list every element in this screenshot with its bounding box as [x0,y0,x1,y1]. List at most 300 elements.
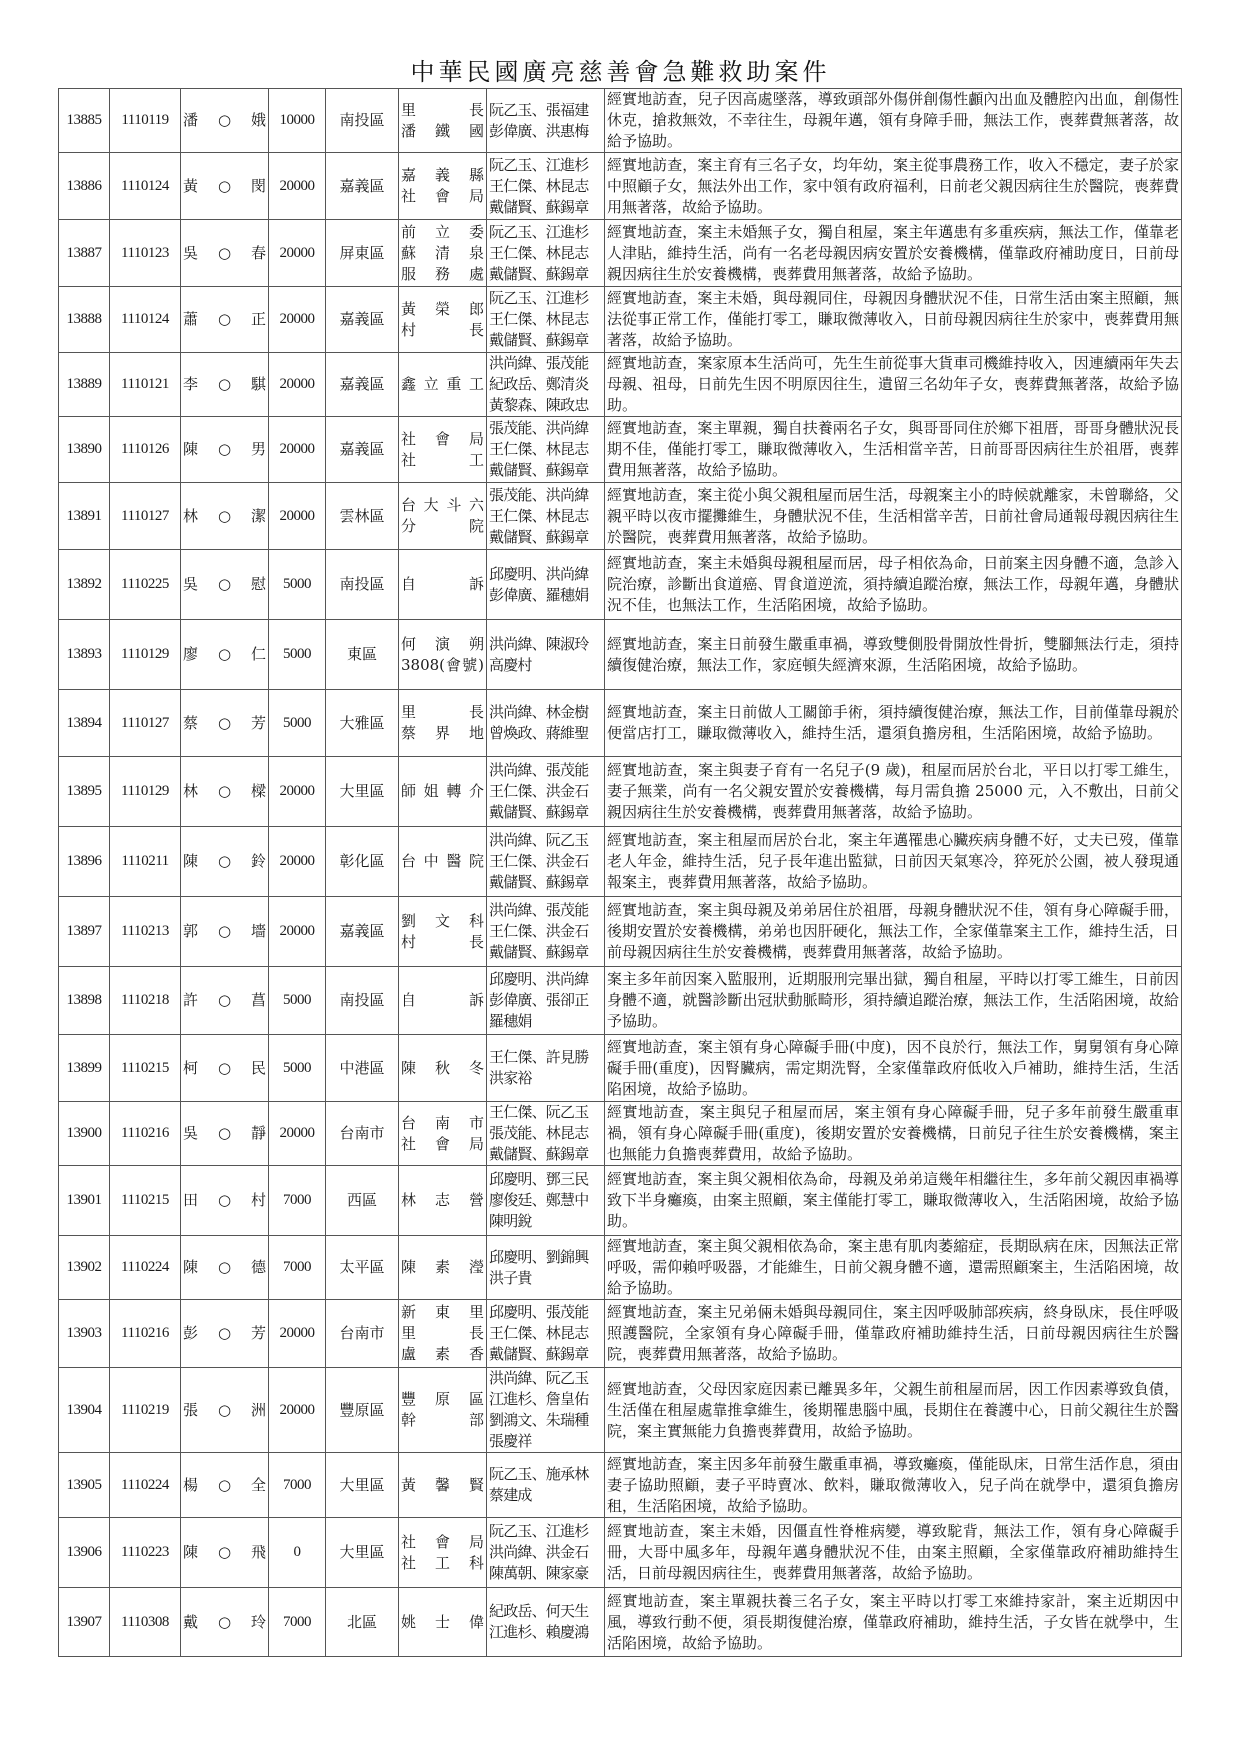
referral-cell [399,1035,487,1102]
name-char: 全 [250,1475,266,1494]
recipient-name-cell [181,353,269,417]
referral-cell [399,1453,487,1518]
amount: 20000 [279,177,315,194]
region: 台南市 [339,1124,385,1142]
case-date: 1110215 [121,1059,169,1076]
referral-line: 里 長 [401,703,484,721]
recipient-name [183,1190,266,1211]
amount: 7000 [283,1192,311,1208]
referral-line: 自 訴 [401,575,484,593]
recipient-name [183,309,266,330]
visitor-line: 洪尚緯、張茂能 [489,761,589,779]
visitor-line: 蔡建成 [489,1486,532,1504]
amount-cell [269,1236,326,1300]
table-row [59,897,1182,967]
name-char: ○ [217,1058,232,1077]
description-cell [605,1588,1182,1657]
name-char: 春 [250,243,266,262]
name-char: ○ [217,575,232,593]
table-row [59,417,1182,483]
referral-cell [399,1518,487,1588]
case-date-cell [110,827,181,897]
visitor-line: 王仁傑、林昆志 [489,440,589,458]
region: 中港區 [339,1058,385,1077]
visitor-line: 戴儲賢、蘇錫章 [489,264,589,283]
amount: 20000 [279,1401,315,1418]
region: 大里區 [339,782,385,800]
visitor-line: 王仁傑、洪金石 [489,782,589,800]
referral-line: 盧 素 香 [401,1345,484,1363]
region-cell [326,1166,399,1236]
referral-line: 姚 士 偉 [401,1612,484,1631]
description-cell [605,550,1182,620]
referral-cell [399,1102,487,1166]
referral-line: 台 南 市 [401,1113,484,1132]
name-char: ○ [217,1191,232,1209]
recipient-name [183,574,266,595]
case-date-cell [110,153,181,220]
visitors-cell [487,1300,605,1368]
case-date: 1110126 [121,441,169,457]
referral-line: 林 志 營 [401,1191,484,1209]
visitor-line: 阮乙玉、張福建 [489,100,589,119]
case-description: 經實地訪查，案主與妻子育有一名兒子(9 歲)，租屋而居於台北，平日以打零工維生，妻子無業，尚有一名父親安置於安養機構，每月需負擔 25000 元，入不敷出，日前父親因病往生於安養機構，喪葬費用無著落，故給予協助。 [607,761,1179,821]
visitors-cell [487,417,605,483]
name-char: 男 [250,440,266,458]
region: 南投區 [339,991,385,1009]
name-char: ○ [217,1475,232,1494]
referral-cell [399,1166,487,1236]
case-date: 1110119 [121,112,169,128]
referral-cell [399,757,487,827]
recipient-name-cell [181,287,269,353]
visitor-line: 黃黎森、陳政忠 [489,396,589,414]
region-cell [326,1453,399,1518]
recipient-name-cell [181,483,269,550]
table-row [59,967,1182,1035]
recipient-name [183,921,266,942]
recipient-name [183,110,266,131]
visitors-cell [487,353,605,417]
referral-line: 豐 原 區 [401,1390,484,1408]
case-number-cell [59,967,110,1035]
recipient-name-cell [181,1518,269,1588]
region: 彰化區 [339,852,385,870]
referral-line: 村 長 [401,932,484,951]
recipient-name [183,1323,266,1344]
amount: 20000 [279,441,315,457]
region-cell [326,220,399,287]
recipient-name-cell [181,550,269,620]
amount: 20000 [279,1325,315,1341]
visitors-cell [487,827,605,897]
table-row [59,620,1182,690]
referral-line: 服 務 處 [401,264,484,283]
description-cell [605,483,1182,550]
visitor-line: 王仁傑、林昆志 [489,243,589,262]
table-row [59,757,1182,827]
amount-cell [269,1102,326,1166]
referral-line: 前 立 委 [401,222,484,241]
amount: 20000 [279,244,315,261]
region-cell [326,897,399,967]
recipient-name-cell [181,1453,269,1518]
referral-line: 台大斗六 [401,496,484,514]
amount: 20000 [279,311,315,327]
name-char: ○ [217,176,232,195]
region-cell [326,1518,399,1588]
case-number-cell [59,550,110,620]
recipient-name [183,1123,266,1144]
name-char: 德 [250,1258,266,1276]
name-char: ○ [217,1258,232,1276]
recipient-name-cell [181,690,269,757]
referral-cell [399,1588,487,1657]
description-cell [605,153,1182,220]
case-number: 13893 [66,646,102,662]
table-row [59,550,1182,620]
case-date-cell [110,620,181,690]
visitor-line: 邱慶明、洪尚緯 [489,564,589,583]
visitor-line: 王仁傑、林昆志 [489,176,589,195]
amount: 5000 [283,714,311,731]
name-char: 張 [183,1400,199,1419]
name-char: 李 [183,375,199,393]
recipient-name-cell [181,1368,269,1453]
region: 嘉義區 [339,922,385,940]
case-description: 經實地訪查，案主單親，獨自扶養兩名子女，與哥哥同住於鄉下祖厝，哥哥身體狀況長期不佳，僅能打零工，賺取微薄收入，生活相當辛苦，日前哥哥因病往生於祖厝，喪葬費用無著落，故給予協助。 [607,419,1179,479]
case-number-cell [59,1588,110,1657]
name-char: 潘 [183,111,199,129]
case-description: 經實地訪查，案主未婚，因僵直性脊椎病變，導致駝背，無法工作，領有身心障礙手冊，大哥中風多年，母親年邁身體狀況不佳，由案主照顧，全家僅靠政府補助維持生活，日前母親因病往生，喪葬費用無著落，故給予協助。 [607,1522,1179,1582]
region-cell [326,153,399,220]
case-description: 經實地訪查，案主育有三名子女，均年幼，案主從事農務工作，收入不穩定，妻子於家中照顧子女，無法外出工作，家中領有政府福利，日前老父親因病往生於醫院，喪葬費用無著落，故給予協助。 [607,155,1179,216]
case-description: 經實地訪查，案主與父親相依為命，案主患有肌肉萎縮症，長期臥病在床，因無法正常呼吸，需仰賴呼吸器，才能維生，日前父親身體不適，還需照顧案主，生活陷困境，故給予協助。 [607,1237,1179,1297]
visitors-cell [487,967,605,1035]
amount-cell [269,550,326,620]
recipient-name [183,176,266,197]
case-number: 13888 [66,311,102,327]
region: 屏東區 [339,243,385,262]
amount-cell [269,353,326,417]
visitor-line: 張茂能、洪尚緯 [489,485,589,504]
amount-cell [269,1518,326,1588]
region-cell [326,827,399,897]
case-number-cell [59,1166,110,1236]
amount-cell [269,153,326,220]
case-number-cell [59,153,110,220]
case-date-cell [110,1035,181,1102]
referral-line: 潘 鐵 國 [401,121,484,140]
visitors-cell [487,1453,605,1518]
case-number: 13900 [66,1125,102,1141]
visitor-line: 阮乙玉、江進杉 [489,1522,589,1540]
recipient-name [183,1400,266,1421]
referral-line: 社 會 局 [401,429,484,448]
description-cell [605,89,1182,153]
region: 嘉義區 [339,440,385,458]
case-description: 經實地訪查，案主與母親及弟弟居住於祖厝，母親身體狀況不佳，領有身心障礙手冊，後期安置於安養機構，弟弟也因肝硬化，無法工作，全家僅靠案主工作，維持生活，日前母親因病往生於安養機構，喪葬費用無著落，故給予協助。 [607,901,1179,961]
case-date-cell [110,967,181,1035]
visitor-line: 戴儲賢、蘇錫章 [489,943,589,961]
visitor-line: 洪尚緯、洪金石 [489,1543,589,1561]
name-char: ○ [217,1124,232,1142]
recipient-name-cell [181,1035,269,1102]
visitors-cell [487,287,605,353]
visitor-line: 江進杉、詹皇佑 [489,1390,589,1408]
region-cell [326,967,399,1035]
visitor-line: 紀政岳、鄭清炎 [489,375,589,393]
case-number: 13896 [66,853,102,869]
case-number: 13899 [66,1059,102,1076]
region: 南投區 [339,575,385,593]
visitor-line: 王仁傑、阮乙玉 [489,1103,589,1121]
case-number: 13898 [66,992,102,1008]
region: 大里區 [339,1543,385,1561]
visitor-line: 陳萬朝、陳家豪 [489,1564,589,1582]
description-cell [605,690,1182,757]
name-char: 林 [183,782,199,800]
visitors-cell [487,550,605,620]
case-number: 13901 [66,1192,102,1208]
case-number: 13907 [66,1613,102,1630]
amount-cell [269,483,326,550]
table-row [59,220,1182,287]
description-cell [605,1300,1182,1368]
visitor-line: 戴儲賢、蘇錫章 [489,803,589,821]
visitor-line: 彭偉廣、張卻正 [489,991,589,1009]
case-date: 1110124 [121,311,169,327]
case-number-cell [59,1518,110,1588]
referral-cell [399,287,487,353]
region-cell [326,353,399,417]
case-description: 經實地訪查，案主日前做人工關節手術，須持續復健治療，無法工作，目前僅靠母親於便當店打工，賺取微薄收入，維持生活，還須負擔房租，生活陷困境，故給予協助。 [607,703,1179,742]
table-row [59,1035,1182,1102]
table-row [59,1166,1182,1236]
visitor-line: 洪尚緯、張茂能 [489,901,589,919]
table-row [59,1102,1182,1166]
referral-cell [399,967,487,1035]
name-char: 村 [250,1191,266,1209]
name-char: 田 [183,1191,199,1209]
visitor-line: 洪尚緯、阮乙玉 [489,1369,589,1387]
case-description: 經實地訪查，案主因多年前發生嚴重車禍，導致癱瘓，僅能臥床，日常生活作息，須由妻子協助照顧，妻子平時賣冰、飲料，賺取微薄收入，兒子尚在就學中，還須負擔房租，生活陷困境，故給予協助。 [607,1454,1179,1515]
name-char: ○ [217,310,232,328]
description-cell [605,220,1182,287]
visitor-line: 邱慶明、洪尚緯 [489,970,589,988]
name-char: ○ [217,852,232,870]
description-cell [605,1035,1182,1102]
amount: 7000 [283,1476,311,1493]
region: 大雅區 [339,713,385,732]
amount: 20000 [279,1125,315,1141]
visitor-line: 戴儲賢、蘇錫章 [489,1145,589,1163]
referral-line: 蘇 清 泉 [401,243,484,262]
referral-line: 社 會 局 [401,1532,484,1551]
visitor-line: 戴儲賢、蘇錫章 [489,873,589,891]
description-cell [605,967,1182,1035]
table-row [59,690,1182,757]
region-cell [326,483,399,550]
case-number-cell [59,1368,110,1453]
amount-cell [269,690,326,757]
visitor-line: 江進杉、賴慶鴻 [489,1623,589,1641]
visitors-cell [487,1236,605,1300]
case-date: 1110218 [121,992,169,1008]
name-char: 戴 [183,1612,199,1631]
case-number-cell [59,417,110,483]
case-number: 13890 [66,441,102,457]
region-cell [326,550,399,620]
visitors-cell [487,690,605,757]
case-number: 13891 [66,507,102,524]
visitor-line: 洪尚緯、阮乙玉 [489,831,589,849]
visitor-line: 彭偉廣、洪惠梅 [489,121,589,140]
case-number-cell [59,757,110,827]
case-number: 13886 [66,177,102,194]
description-cell [605,620,1182,690]
name-char: 鈴 [250,852,266,870]
recipient-name [183,1542,266,1563]
case-date-cell [110,287,181,353]
amount: 7000 [283,1613,311,1630]
case-date-cell [110,1453,181,1518]
name-char: 正 [250,310,266,328]
visitors-cell [487,1166,605,1236]
visitor-line: 王仁傑、林昆志 [489,1324,589,1342]
case-description: 案主多年前因案入監服刑，近期服刑完畢出獄，獨自租屋，平時以打零工維生，日前因身體不適，就醫診斷出冠狀動脈畸形，須持續追蹤治療，無法工作，生活陷困境，故給予協助。 [607,970,1179,1030]
table-row [59,1368,1182,1453]
region-cell [326,1035,399,1102]
visitor-line: 邱慶明、鄧三民 [489,1170,589,1188]
case-date-cell [110,757,181,827]
name-char: ○ [217,1543,232,1561]
case-date-cell [110,89,181,153]
case-description: 經實地訪查，案主日前發生嚴重車禍，導致雙側股骨開放性骨折，雙腳無法行走，須持續復健治療，無法工作，家庭頓失經濟來源，生活陷困境，故給予協助。 [607,634,1179,674]
table-row [59,287,1182,353]
recipient-name [183,243,266,264]
name-char: 閔 [250,176,266,195]
visitor-line: 王仁傑、林昆志 [489,310,589,328]
case-number-cell [59,1035,110,1102]
region-cell [326,1102,399,1166]
case-description: 經實地訪查，案主從小與父親租屋而居生活，母親案主小的時候就離家，未曾聯絡，父親平時以夜市擺攤維生，身體狀況不佳，生活相當辛苦，日前社會局通報母親因病往生於醫院，喪葬費用無著落，故給予協助。 [607,485,1179,546]
amount: 7000 [283,1259,311,1275]
visitor-line: 張茂能、林昆志 [489,1124,589,1142]
name-char: 芳 [250,713,266,732]
name-char: ○ [217,645,232,663]
case-date: 1110127 [121,507,169,524]
description-cell [605,1236,1182,1300]
recipient-name-cell [181,1300,269,1368]
name-char: 芳 [250,1324,266,1342]
case-description: 經實地訪查，案主單親扶養三名子女，案主平時以打零工來維持家計，案主近期因中風，導致行動不便，須長期復健治療，僅靠政府補助，維持生活，子女皆在就學中，生活陷困境，故給予協助。 [607,1591,1179,1652]
referral-cell [399,220,487,287]
case-date-cell [110,1236,181,1300]
region-cell [326,1236,399,1300]
amount-cell [269,827,326,897]
referral-line: 何 演 朔 [401,634,484,653]
description-cell [605,897,1182,967]
case-number-cell [59,287,110,353]
referral-line: 陳 秋 冬 [401,1058,484,1077]
case-date-cell [110,1368,181,1453]
name-char: ○ [217,1400,232,1419]
name-char: ○ [217,922,232,940]
visitors-cell [487,620,605,690]
name-char: 洲 [250,1400,266,1419]
region-cell [326,1588,399,1657]
visitor-line: 洪家裕 [489,1069,532,1087]
case-number-cell [59,620,110,690]
case-number: 13885 [66,112,102,128]
referral-cell [399,897,487,967]
case-description: 經實地訪查，案主與兒子租屋而居，案主領有身心障礙手冊，兒子多年前發生嚴重車禍，領有身心障礙手冊(重度)，後期安置於安養機構，日前兒子往生於安養機構，案主也無能力負擔喪葬費用，故給予協助。 [607,1103,1179,1163]
recipient-name-cell [181,897,269,967]
case-number: 13887 [66,244,102,261]
case-number-cell [59,827,110,897]
visitor-line: 陳明銳 [489,1212,532,1230]
recipient-name-cell [181,620,269,690]
case-number: 13894 [66,714,102,731]
amount: 0 [293,1544,301,1560]
case-number-cell [59,897,110,967]
amount-cell [269,287,326,353]
case-date: 1110123 [121,244,169,261]
case-date-cell [110,483,181,550]
case-date-cell [110,353,181,417]
amount: 20000 [279,853,315,869]
name-char: ○ [217,1612,232,1631]
visitor-line: 戴儲賢、蘇錫章 [489,527,589,546]
amount-cell [269,967,326,1035]
name-char: 郭 [183,922,199,940]
amount-cell [269,1166,326,1236]
name-char: 蕭 [183,310,199,328]
table-row [59,827,1182,897]
case-date-cell [110,1166,181,1236]
case-date: 1110121 [121,376,169,392]
name-char: 騏 [250,375,266,393]
amount-cell [269,1300,326,1368]
visitor-line: 廖俊廷、鄭慧中 [489,1191,589,1209]
region: 東區 [346,645,377,663]
case-description: 經實地訪查，案主未婚與母親租屋而居，母子相依為命，日前案主因身體不適，急診入院治療，診斷出食道癌、胃食道逆流，須持續追蹤治療，無法工作，母親年邁，身體狀況不佳，也無法工作，生活陷困境，故給予協助。 [607,554,1179,614]
table-row [59,1453,1182,1518]
visitor-line: 阮乙玉、江進杉 [489,155,589,174]
referral-cell [399,417,487,483]
name-char: 廖 [183,645,199,663]
referral-line: 陳 素 瀅 [401,1258,484,1276]
visitors-cell [487,89,605,153]
description-cell [605,1518,1182,1588]
case-number: 13906 [66,1544,102,1560]
table-row [59,353,1182,417]
region-cell [326,690,399,757]
name-char: 墻 [250,922,266,940]
case-description: 經實地訪查，案家原本生活尚可，先生生前從事大貨車司機維持收入，因連續兩年失去母親、祖母，日前先生因不明原因往生，遺留三名幼年子女，喪葬費無著落，故給予協助。 [607,354,1179,414]
name-char: 娥 [250,111,266,129]
visitors-cell [487,1035,605,1102]
name-char: ○ [217,375,232,393]
region: 大里區 [339,1475,385,1494]
table-row [59,89,1182,153]
amount-cell [269,897,326,967]
amount: 20000 [279,923,315,939]
case-description: 經實地訪查，案主未婚，與母親同住，母親因身體狀況不佳，日常生活由案主照顧，無法從事正常工作，僅能打零工，賺取微薄收入，日前母親因病往生於家中，喪葬費用無著落，故給予協助。 [607,289,1179,349]
name-char: ○ [217,1324,232,1342]
case-date: 1110224 [121,1476,169,1493]
